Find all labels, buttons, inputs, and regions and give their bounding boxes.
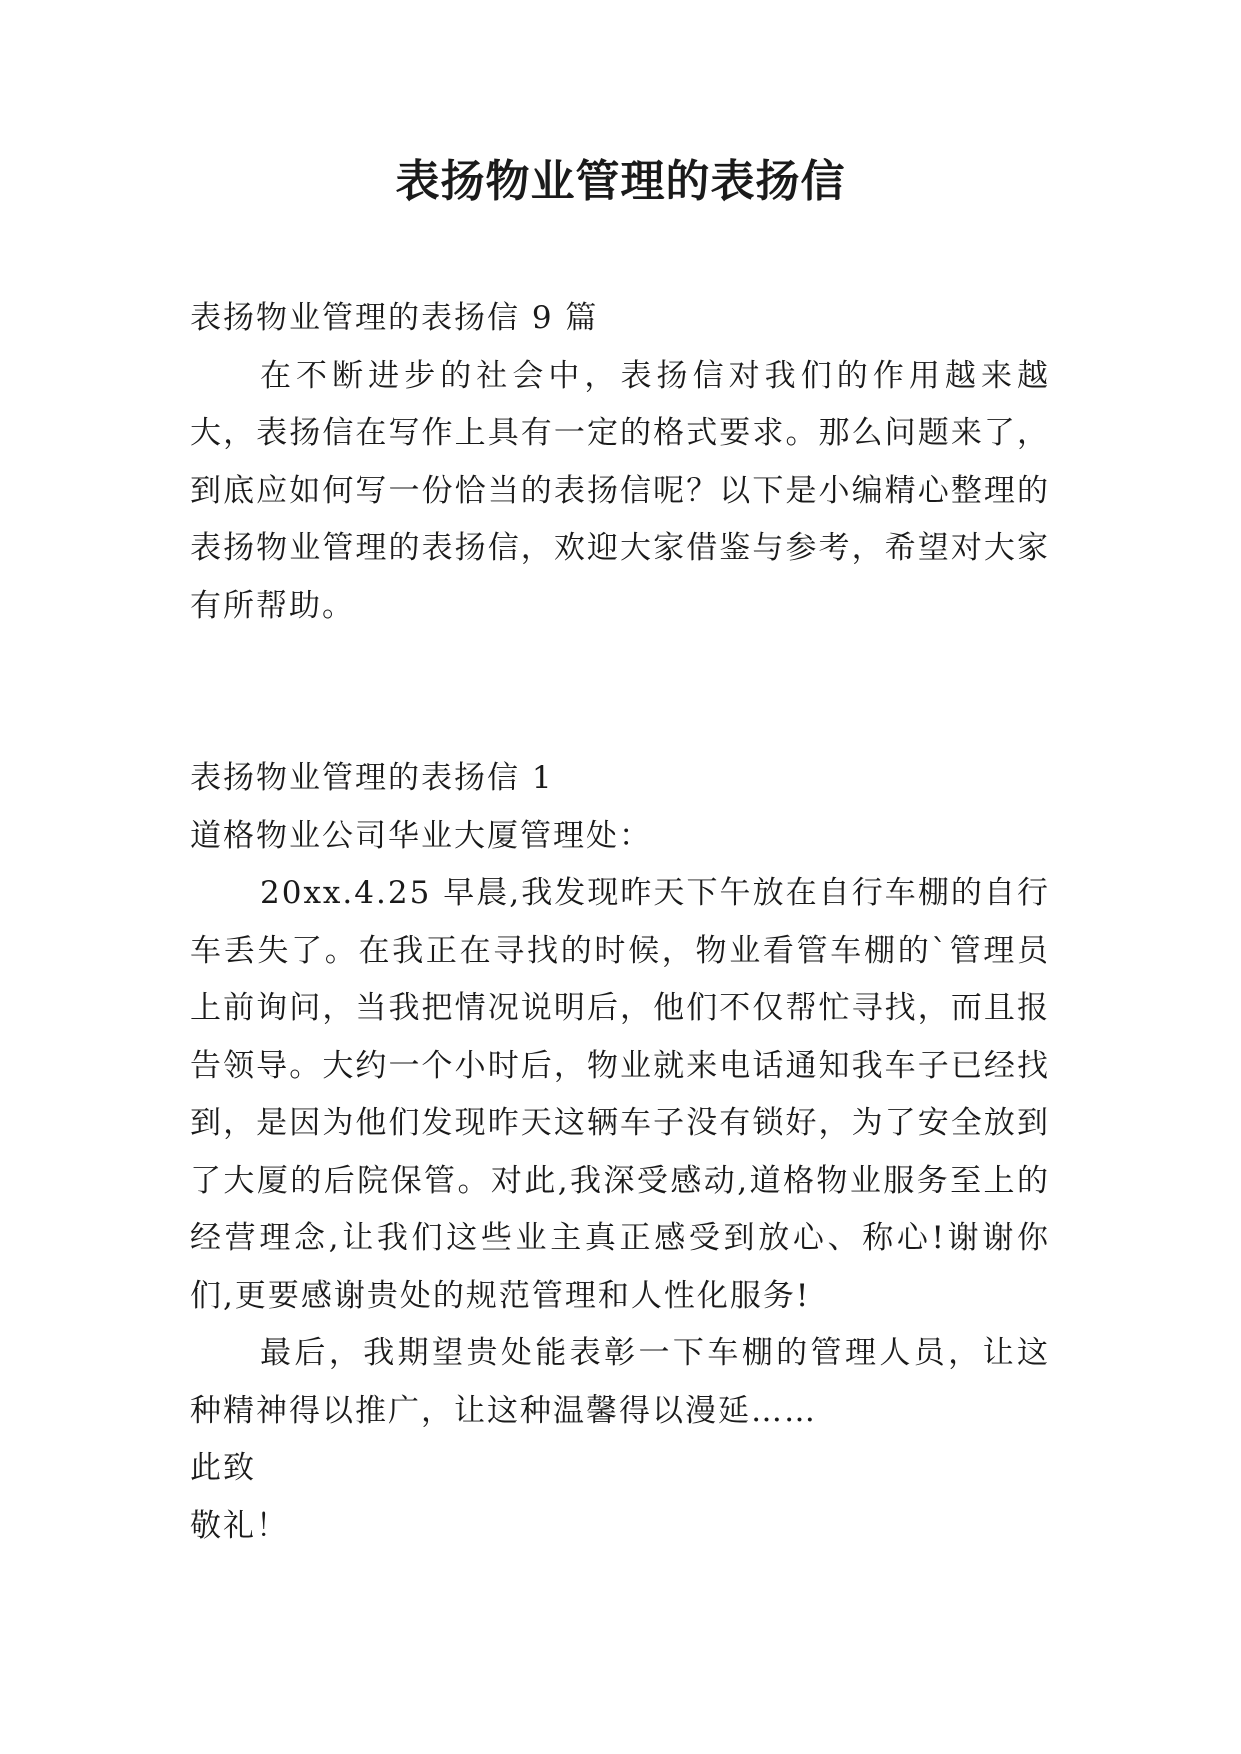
document-body: [190, 290, 1050, 1555]
document-title: 表扬物业管理的表扬信: [395, 156, 846, 207]
section-gap: [190, 635, 1050, 750]
letter-salutation: 道格物业公司华业大厦管理处：: [190, 817, 652, 854]
letter-regards: 敬礼！: [190, 1507, 289, 1544]
intro-paragraph: 在不断进步的社会中，表扬信对我们的作用越来越大，表扬信在写作上具有一定的格式要求。那么问题来了，到底应如何写一份恰当的表扬信呢？以下是小编精心整理的表扬物业管理的表扬信，欢迎大家借鉴与参考，希望对大家有所帮助。: [190, 357, 1050, 624]
letter-closing: 此致: [190, 1450, 256, 1486]
subtitle: 表扬物业管理的表扬信 9 篇: [190, 300, 599, 336]
letter-heading: 表扬物业管理的表扬信 1: [190, 760, 554, 796]
letter-body-paragraph: 20xx.4.25 早晨,我发现昨天下午放在自行车棚的自行车丢失了。在我正在寻找的时候，物业看管车棚的`管理员上前询问，当我把情况说明后，他们不仅帮忙寻找，而且报告领导。大约一个小时后，物业就来电话通知我车子已经找到，是因为他们发现昨天这辆车子没有锁好，为了安全放到了大厦的后院保管。对此,我深受感动,道格物业服务至上的经营理念,让我们这些业主真正感受到放心、称心!谢谢你们,更要感谢贵处的规范管理和人性化服务!: [190, 875, 1050, 1314]
letter-body-paragraph-2: 最后，我期望贵处能表彰一下车棚的管理人员，让这种精神得以推广，让这种温馨得以漫延……: [190, 1335, 1050, 1429]
